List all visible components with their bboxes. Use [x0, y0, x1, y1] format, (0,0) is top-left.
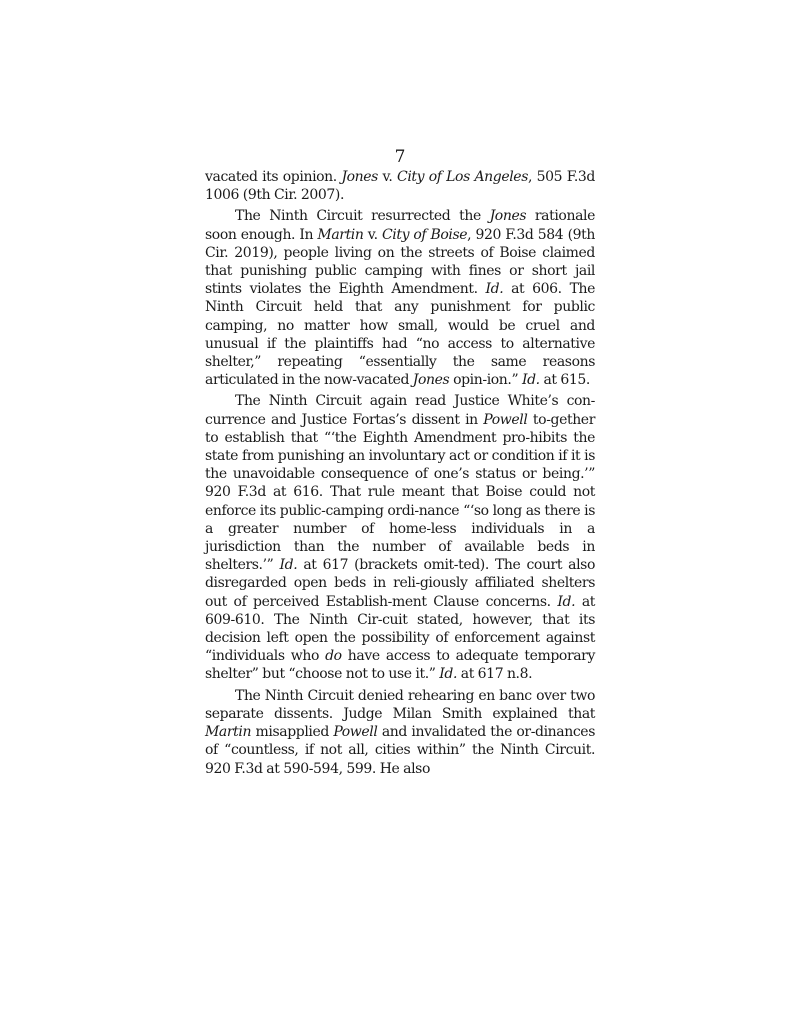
text-run: , 505 F.3d 1006 (9th Cir. 2007).: [205, 169, 595, 204]
text-run: The Ninth Circuit again read Justice White’s con-currence and Justice Fortas’s dissent in: [205, 393, 595, 428]
text-run: The Ninth Circuit resurrected the: [235, 208, 490, 225]
text-run: at 606. The Ninth Circuit held that any punishment for public camping, no matter how small, would be cruel and unusual if the plaintiffs had “no access to alternative shelter,” repeating “essentially the same reasons articulated in the now-vacated: [205, 281, 596, 389]
text-run: at 617 n.8.: [457, 666, 533, 683]
paragraph-3: [205, 392, 595, 683]
text-run: , 920 F.3d 584 (9th Cir. 2019), people living on the streets of Boise claimed that punishing public camping with fines or short jail stints violates the Eighth Amendment.: [205, 226, 595, 298]
text-run: and invalidated the or-dinances of “countless, if not all, cities within” the Ninth Circuit. 920 F.3d at 590-594, 599. He also: [205, 724, 595, 777]
text-run: v.: [377, 169, 398, 185]
document-page: [205, 148, 595, 778]
text-run: The Ninth Circuit denied rehearing en banc over two separate dissents. Judge Milan Smith explained that: [205, 687, 595, 722]
page-number: 7: [394, 147, 406, 167]
text-run: to-gether to establish that “‘the Eighth Amendment pro-hibits the state from punishing an involuntary act or condition if it is the unavoidable consequence of one’s status or being.’” 920 F.3d at 616. That rule meant that Boise could not enforce its public-camping ordi-nance “‘so long as there is a greater number of home-less individuals in a jurisdiction than the number of available beds in shelters.’”: [205, 411, 595, 574]
italic-citation: Powell: [483, 411, 528, 428]
text-run: at 615.: [539, 372, 590, 389]
italic-citation: Id.: [439, 666, 457, 683]
paragraph-4: [205, 687, 595, 778]
text-run: v.: [363, 226, 382, 243]
italic-citation: Id.: [279, 557, 298, 574]
italic-citation: Id.: [557, 593, 576, 610]
italic-citation: Id.: [521, 372, 540, 389]
italic-citation: do: [325, 648, 342, 665]
paragraph-1: [205, 168, 595, 204]
italic-citation: Powell: [333, 724, 378, 741]
italic-citation: Jones: [489, 208, 527, 225]
italic-citation: Martin: [205, 724, 252, 741]
text-run: rationale soon enough. In: [205, 208, 595, 243]
text-run: at 617 (brackets omit-ted). The court also disregarded open beds in reli-giously affiliated shelters out of perceived Establish-ment Clause concerns.: [205, 557, 595, 610]
italic-citation: City of Boise: [381, 226, 468, 243]
italic-citation: Jones: [341, 169, 378, 185]
italic-citation: Martin: [317, 226, 364, 243]
italic-citation: Jones: [412, 372, 450, 389]
text-run: opin-ion.”: [449, 372, 522, 389]
text-run: at 609-610. The Ninth Cir-cuit stated, however, that its decision left open the possibility of enforcement against “individuals who: [205, 593, 595, 665]
text-run: have access to adequate temporary shelter” but “choose not to use it.”: [205, 648, 595, 683]
italic-citation: Id.: [485, 281, 504, 298]
text-run: misapplied: [251, 724, 334, 741]
paragraph-2: [205, 207, 595, 389]
italic-citation: City of Los Angeles: [397, 169, 528, 185]
text-run: vacated its opinion.: [205, 169, 342, 185]
